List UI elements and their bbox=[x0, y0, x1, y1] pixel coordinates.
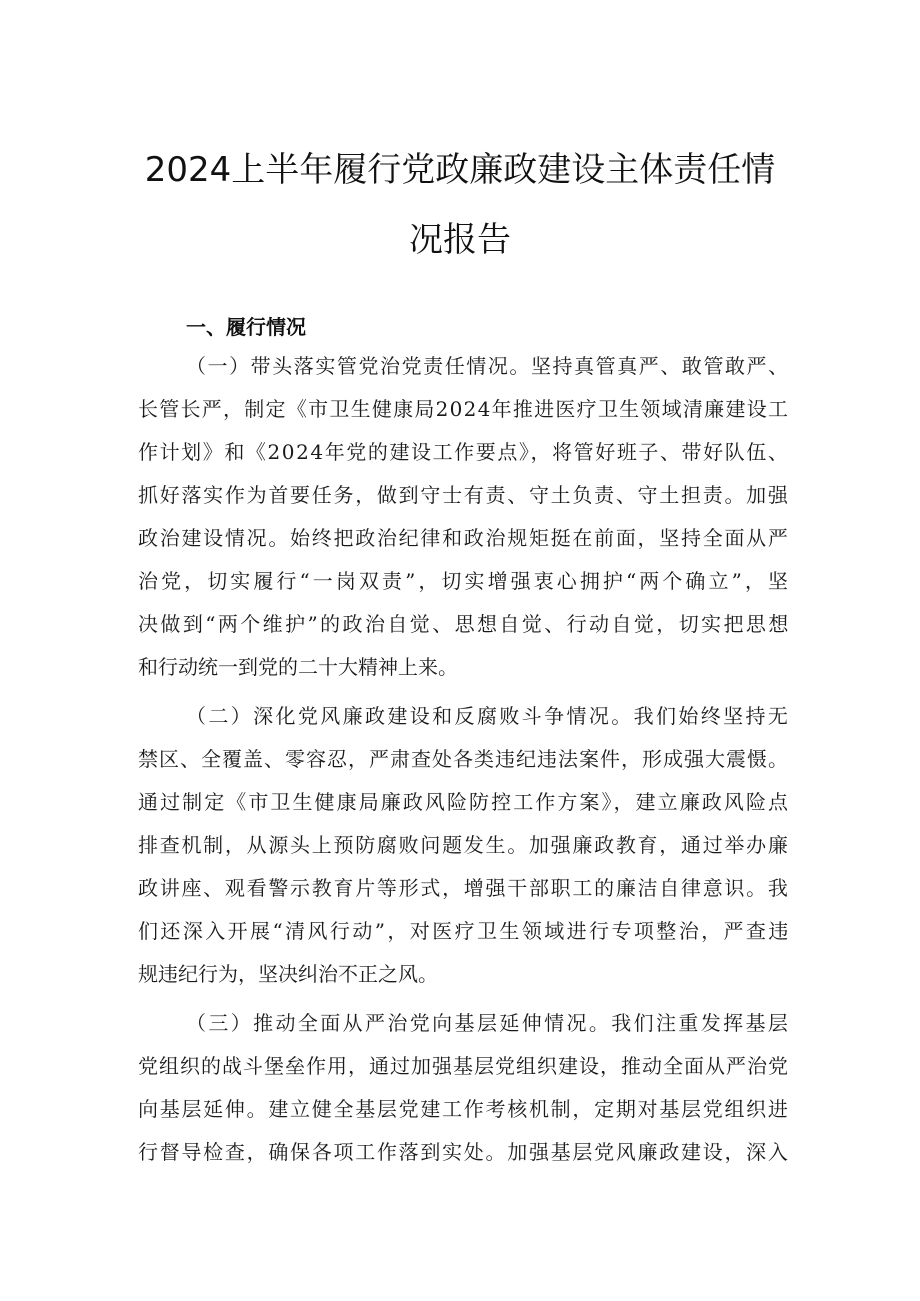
paragraph-line: 党组织的战斗堡垒作用，通过加强基层党组织建设，推动全面从严治党 bbox=[138, 1054, 789, 1078]
paragraph-line: 规违纪行为，坚决纠治不正之风。 bbox=[138, 962, 438, 986]
section-heading: 一、履行情况 bbox=[186, 315, 306, 339]
paragraph-line: 排查机制，从源头上预防腐败问题发生。加强廉政教育，通过举办廉 bbox=[138, 833, 790, 857]
paragraph-line: 行督导检查，确保各项工作落到实处。加强基层党风廉政建设，深入 bbox=[138, 1140, 790, 1164]
paragraph-line: 通过制定《市卫生健康局廉政风险防控工作方案》，建立廉政风险点 bbox=[138, 790, 791, 814]
paragraph-line: 长管长严，制定《市卫生健康局2024年推进医疗卫生领域清廉建设工 bbox=[138, 397, 790, 421]
document-title-line-2: 况报告 bbox=[409, 220, 511, 260]
paragraph-line: （三）推动全面从严治党向基层延伸情况。我们注重发挥基层 bbox=[186, 1011, 791, 1035]
paragraph-line: 禁区、全覆盖、零容忍，严肃查处各类违纪违法案件，形成强大震慑。 bbox=[138, 747, 789, 771]
paragraph-line: 治党，切实履行“一岗双责”，切实增强衷心拥护“两个确立”，坚 bbox=[138, 569, 791, 593]
paragraph-line: 和行动统一到党的二十大精神上来。 bbox=[138, 655, 458, 679]
paragraph-line: 抓好落实作为首要任务，做到守士有责、守土负责、守土担责。加强 bbox=[138, 483, 790, 507]
paragraph-line: （一）带头落实管党治党责任情况。坚持真管真严、敢管敢严、 bbox=[186, 354, 790, 378]
paragraph-line: 们还深入开展“清风行动”，对医疗卫生领域进行专项整治，严查违 bbox=[138, 919, 791, 943]
paragraph-line: 政治建设情况。始终把政治纪律和政治规矩挺在前面，坚持全面从严 bbox=[138, 526, 790, 550]
paragraph-line: 向基层延伸。建立健全基层党建工作考核机制，定期对基层党组织进 bbox=[138, 1097, 790, 1121]
paragraph-line: （二）深化党风廉政建设和反腐败斗争情况。我们始终坚持无 bbox=[186, 704, 791, 728]
paragraph-line: 作计划》和《2024年党的建设工作要点》，将管好班子、带好队伍、 bbox=[138, 440, 790, 464]
paragraph-line: 决做到“两个维护”的政治自觉、思想自觉、行动自觉，切实把思想 bbox=[138, 612, 791, 636]
document-title-line-1: 2024上半年履行党政廉政建设主体责任情 bbox=[144, 150, 776, 190]
paragraph-line: 政讲座、观看警示教育片等形式，增强干部职工的廉洁自律意识。我 bbox=[138, 876, 790, 900]
